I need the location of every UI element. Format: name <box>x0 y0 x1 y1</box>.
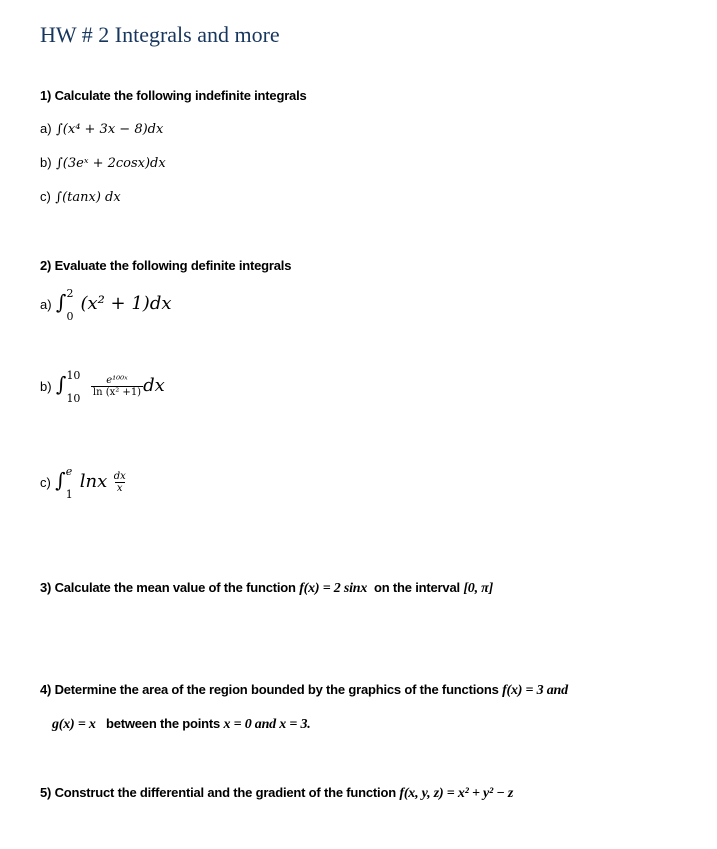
q2-item-b <box>40 368 165 405</box>
integral-limits <box>65 464 80 501</box>
integral-sign: ∫ <box>56 290 67 314</box>
numerator: dx <box>113 471 126 483</box>
q1-item-a <box>40 120 163 138</box>
fraction <box>91 375 143 398</box>
q2-item-c <box>40 464 128 501</box>
item-label: c) <box>40 475 51 490</box>
item-label: a) <box>40 297 52 312</box>
math-expression: (x² + 1)dx <box>80 293 172 314</box>
question-4 <box>40 682 568 699</box>
math-expression: ∫(tanx) dx <box>55 190 121 205</box>
question-text: on the interval <box>374 580 460 595</box>
item-label: a) <box>40 121 52 136</box>
question-text: between the points <box>105 716 221 731</box>
item-label: c) <box>40 189 51 204</box>
numerator: e¹⁰⁰ˣ <box>106 375 128 387</box>
fraction <box>112 471 128 494</box>
denominator: x <box>116 483 123 495</box>
math-expression: dx <box>143 375 165 396</box>
item-label: b) <box>40 155 52 170</box>
math-expression: ∫(3eˣ + 2cosx)dx <box>56 156 166 171</box>
question-text: 5) Construct the differential and the gradient of the function <box>40 785 396 800</box>
math-expression: f(x) = 3 and <box>502 683 568 698</box>
math-expression: [0, π] <box>463 581 494 596</box>
math-expression: x = 0 and x = 3. <box>223 717 311 732</box>
lower-limit: 0 <box>66 309 74 323</box>
integral-sign: ∫ <box>55 468 66 492</box>
question-5 <box>40 785 513 802</box>
math-expression: f(x, y, z) = x² + y² − z <box>399 786 514 801</box>
integral-limits <box>66 368 86 405</box>
lower-limit: 10 <box>66 391 81 405</box>
question-3 <box>40 580 493 597</box>
q2-item-a <box>40 286 172 323</box>
upper-limit: e <box>65 464 73 478</box>
page-title: HW # 2 Integrals and more <box>40 22 280 47</box>
question-4-line-2 <box>52 716 311 733</box>
lower-limit: 1 <box>65 487 73 501</box>
integral-limits <box>66 286 80 323</box>
math-expression: lnx <box>79 471 108 492</box>
question-1-heading: 1) Calculate the following indefinite integrals <box>40 88 307 103</box>
question-text: 3) Calculate the mean value of the function <box>40 580 296 595</box>
math-expression: g(x) = x <box>52 717 96 732</box>
upper-limit: 10 <box>66 368 81 382</box>
question-2-heading: 2) Evaluate the following definite integrals <box>40 258 292 273</box>
question-text: 4) Determine the area of the region bounded by the graphics of the functions <box>40 682 499 697</box>
q1-item-c <box>40 188 121 206</box>
integral-sign: ∫ <box>56 372 67 396</box>
math-expression: f(x) = 2 sinx <box>299 581 368 596</box>
q1-item-b <box>40 154 166 172</box>
math-expression: ∫(x⁴ + 3x − 8)dx <box>56 122 164 137</box>
item-label: b) <box>40 379 52 394</box>
denominator: ln (x² +1) <box>92 387 142 399</box>
upper-limit: 2 <box>66 286 74 300</box>
